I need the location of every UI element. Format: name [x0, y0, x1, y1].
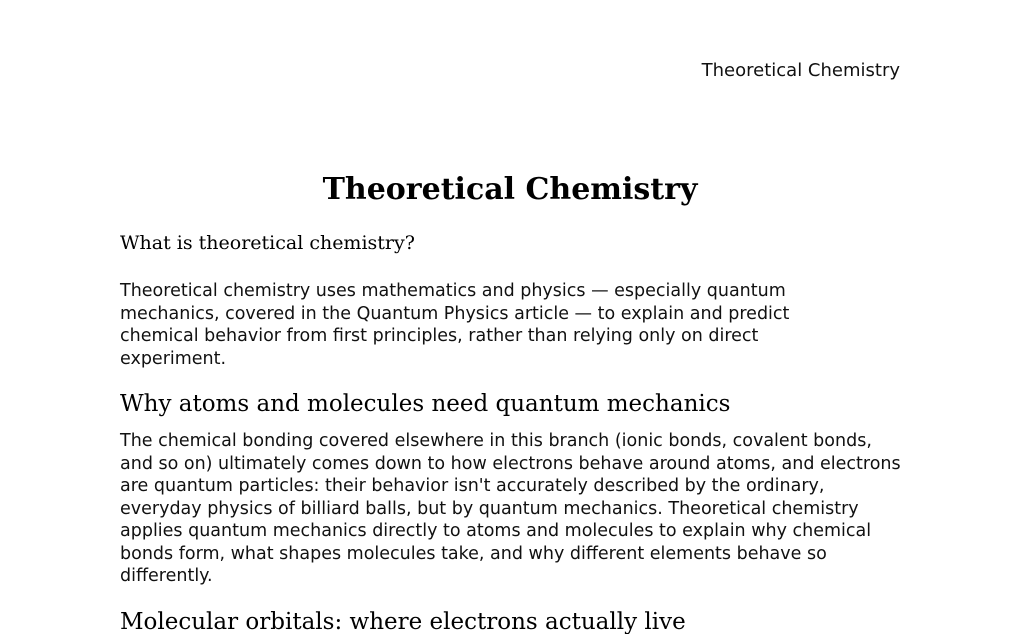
page-title: Theoretical Chemistry [322, 172, 698, 207]
intro-subtitle: What is theoretical chemistry? [120, 232, 415, 254]
section-paragraph-quantum: The chemical bonding covered elsewhere in this branch (ionic bonds, covalent bonds, and so on) ultimately comes down to how electrons behave around atoms, and electrons are quantum particles: their behavior isn't accurately described by the ordinary, everyday physics of billiard balls, but by quantum mechanics. Theoretical chemistry applies quantum mechanics directly to atoms and molecules to explain why chemical bonds form, what shapes molecules take, and why different elements behave so differently. [120, 431, 901, 586]
section-heading-quantum: Why atoms and molecules need quantum mechanics [120, 391, 731, 417]
section-heading-orbitals: Molecular orbitals: where electrons actually live [120, 609, 686, 634]
intro-paragraph: Theoretical chemistry uses mathematics and physics — especially quantum mechanics, covered in the Quantum Physics article — to explain and predict chemical behavior from first principles, rather than relying only on direct experiment. [120, 281, 790, 369]
running-header: Theoretical Chemistry [701, 60, 900, 81]
